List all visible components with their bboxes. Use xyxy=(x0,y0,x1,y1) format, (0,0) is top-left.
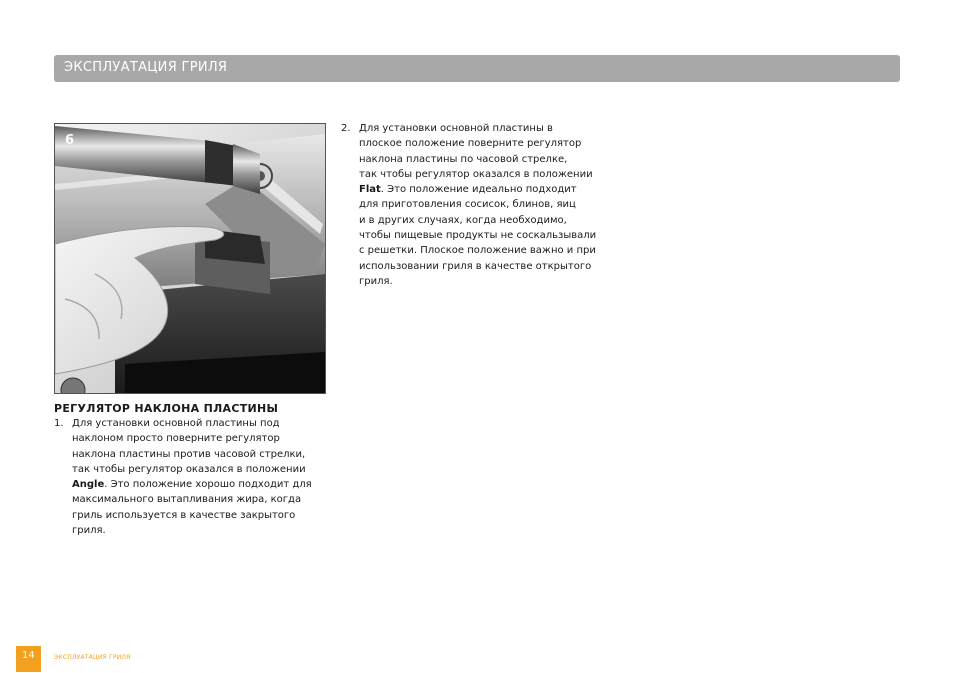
footer-section-label: ЭКСПЛУАТАЦИЯ ГРИЛЯ xyxy=(54,654,131,661)
text-line xyxy=(359,182,596,197)
item-text xyxy=(72,416,312,538)
subheading-tilt-control: РЕГУЛЯТОР НАКЛОНА ПЛАСТИНЫ xyxy=(54,402,279,415)
text-line: так чтобы регулятор оказался в положении xyxy=(72,463,306,475)
text-line: Для установки основной пластины под xyxy=(72,418,280,429)
text-line: наклона пластины по часовой стрелке, xyxy=(359,153,568,165)
text-line: гриля. xyxy=(359,275,393,287)
text-fragment: . Это положение хорошо подходит для xyxy=(104,479,312,491)
section-header-bar xyxy=(54,55,900,82)
grill-tilt-photo xyxy=(54,123,326,394)
text-line: и в других случаях, когда необходимо, xyxy=(359,214,567,226)
text-line: гриль используется в качестве закрытого xyxy=(72,509,296,521)
section-title: ЭКСПЛУАТАЦИЯ ГРИЛЯ xyxy=(64,60,228,75)
instruction-item-1 xyxy=(54,416,324,541)
text-line: так чтобы регулятор оказался в положении xyxy=(359,168,593,180)
text-line: гриля. xyxy=(72,525,106,537)
text-line: Для установки основной пластины в xyxy=(359,123,553,134)
item-number: 2. xyxy=(341,123,351,134)
instruction-item-2 xyxy=(341,121,611,291)
text-line: наклона пластины против часовой стрелки, xyxy=(72,448,306,460)
flat-keyword: Flat xyxy=(359,184,381,196)
text-line: максимального вытапливания жира, когда xyxy=(72,494,302,506)
text-line: с решетки. Плоское положение важно и при xyxy=(359,245,596,257)
page-number: 14 xyxy=(22,650,35,661)
text-line: плоское положение поверните регулятор xyxy=(359,138,582,150)
text-line: для приготовления сосисок, блинов, яиц xyxy=(359,199,576,211)
page-number-box xyxy=(16,646,41,672)
item-number: 1. xyxy=(54,418,64,429)
text-line: чтобы пищевые продукты не соскальзывали xyxy=(359,230,597,242)
item-text xyxy=(359,121,596,289)
text-line: использовании гриля в качестве открытого xyxy=(359,260,592,272)
angle-keyword: Angle xyxy=(72,479,105,491)
text-line: наклоном просто поверните регулятор xyxy=(72,433,280,445)
text-line xyxy=(72,477,312,492)
grill-illustration xyxy=(55,124,325,393)
figure-number: 6 xyxy=(65,133,75,148)
text-fragment: . Это положение идеально подходит xyxy=(380,184,577,196)
